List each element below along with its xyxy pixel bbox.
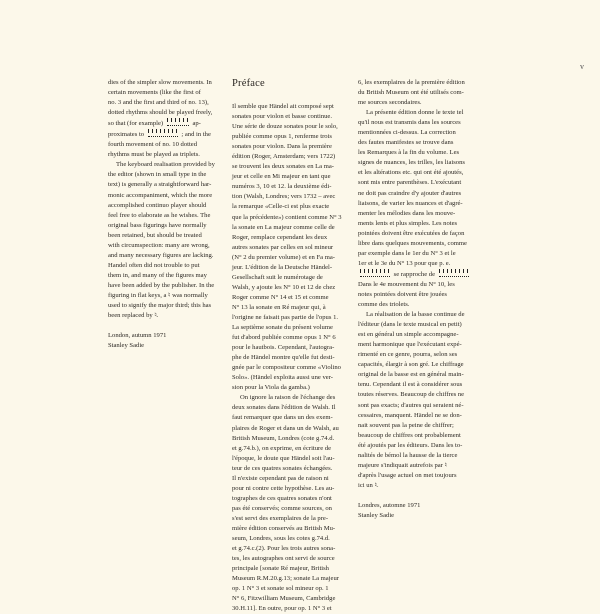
text-line: nalités de bémol la hausse de la tierce	[358, 451, 458, 459]
text-line: Gesellschaft suit le numérotage de	[232, 273, 323, 281]
paragraph-keyboard-realisation	[108, 160, 226, 321]
text-line: dies of the simpler slow movements. In	[108, 79, 212, 86]
text-line: les Remarques à la fin du volume. Les	[358, 149, 460, 157]
text-line: N° 6, Fitzwilliam Museum, Cambridge	[232, 595, 336, 603]
text-line: ici un ♮.	[358, 481, 379, 489]
text-line: toutes réserves. Beaucoup de chiffres ne	[358, 391, 465, 399]
text-line: l'éditeur (dans le texte musical en petit)	[358, 321, 462, 329]
text-line: La réalisation de la basse continue de	[366, 311, 465, 319]
text-line: publiée comme opus 1, renferme trois	[232, 133, 332, 141]
english-text-column	[108, 78, 226, 351]
text-line: British Museum, Londres (cote g.74.d.	[232, 434, 335, 442]
music-example-line: proximates to ; and in the	[108, 131, 211, 139]
music-example-line: se rapproche de	[358, 269, 476, 280]
text-line: La présente édition donne le texte tel	[366, 109, 464, 117]
text-line: Museum R.M.20.g.13; sonate La majeur	[232, 575, 339, 583]
text-line: l'origine ne faisait pas partie de l'opus 1.	[232, 313, 339, 321]
text-line: them in, and many of the figures may	[108, 271, 207, 279]
text-line: Il n'existe cependant pas de raison ni	[232, 474, 329, 482]
text-line: ment harmonique que l'exécutant expé-	[358, 341, 462, 349]
page-number: v	[580, 62, 584, 71]
text-line: notes pointées doivent être jouées	[358, 290, 447, 298]
text-line: feel free to elaborate as he wishes. The	[108, 211, 211, 219]
paragraph-sources	[358, 78, 476, 108]
text-line: se trouvent les deux sonates en La ma-	[232, 163, 334, 171]
text-line: faut remarquer que dans un des exem-	[232, 414, 333, 422]
text-line: the editor (shown in small type in the	[108, 171, 207, 179]
text-line: deux sonates dans l'édition de Walsh. Il	[232, 404, 336, 412]
text-line: accomplished continuo player should	[108, 201, 207, 209]
text-line: used to signify the major third; this has	[108, 302, 212, 310]
text-line: Une série de douze sonates pour le solo,	[232, 123, 338, 131]
text-line: certain movements (like the first of	[108, 89, 201, 97]
section-heading: Préface	[232, 78, 265, 89]
paragraph-sonates	[232, 102, 347, 393]
french-text-column-continued	[358, 78, 476, 521]
author-name: Stanley Sadie	[358, 511, 395, 519]
text-line: ne doit pas craindre d'y ajouter d'autres	[358, 189, 462, 197]
text-line: original de la basse est en général main-	[358, 371, 464, 379]
text-line: Handel often did not trouble to put	[108, 261, 200, 269]
text-line: et g.74.b.), on exprime, en écriture de	[232, 444, 332, 452]
text-line: fut d'abord publiée comme opus 1 N° 6	[232, 334, 336, 342]
text-line: édition (Roger, Amsterdam; vers 1722)	[232, 153, 336, 161]
author-name: Stanley Sadie	[108, 342, 145, 350]
text-line: (N° 2 du premier volume) et en Fa ma-	[232, 253, 335, 261]
triplet-rhythm-notation	[439, 269, 469, 277]
text-line: jeur et celle en Mi majeur en tant que	[232, 173, 331, 181]
text-line: original bass figurings have normally	[108, 221, 207, 229]
paragraph-dotted-rhythms	[108, 78, 226, 160]
text-line: pour le hautbois. Cependant, l'autogra-	[232, 344, 335, 352]
dotted-rhythm-notation	[167, 118, 189, 126]
text-line: seum, Londres, sous les cotes g.74.d.	[232, 535, 330, 543]
text-line: op. 1 N° 3 et sonate sol mineur op. 1	[232, 585, 329, 593]
text-line: autres sonates par celles en sol mineur	[232, 243, 334, 251]
text-line: and many necessary figures are lacking.	[108, 251, 214, 259]
text-line: plaires de Roger et dans un de Walsh, au	[232, 424, 339, 432]
text-line: teur de ces quatres sonates échangées.	[232, 464, 333, 472]
text-line: Dans le 4e mouvement du N° 10, les	[358, 280, 455, 288]
text-line: fourth movement of no. 10 dotted	[108, 141, 197, 149]
text-line: la sonate en La majeur comme celle de	[232, 223, 335, 231]
paragraph-edition	[358, 108, 476, 310]
text-line: et g.74.c.(2). Pour les trois autres sona-	[232, 545, 336, 553]
text-line: principale [sonate Ré majeur, British	[232, 565, 329, 573]
text-line: The keyboard realisation provided by	[116, 161, 215, 169]
text-line: cessaires, manquent. Händel ne se don-	[358, 411, 462, 419]
text-line: no. 3 and the first and third of no. 13),	[108, 99, 209, 107]
text-line: tion (Walsh, Londres; vers 1732 – avec	[232, 193, 336, 201]
paragraph-basse-continue	[358, 310, 476, 491]
text-line: 30.H.11]. En outre, pour op. 1 N° 3 et	[232, 605, 332, 613]
text-line: des fautes manifestes se trouve dans	[358, 139, 454, 147]
text-line: pointées doivent être exécutées de façon	[358, 229, 465, 237]
text-line: 1er et le 3e du N° 13 pour que p. e.	[358, 259, 451, 267]
music-example-line: so that (for example) ap-	[108, 120, 201, 128]
text-line: comme des triolets.	[358, 301, 410, 309]
text-line: with circumspection: many are wrong,	[108, 241, 210, 249]
place-date: Londres, automne 1971	[358, 501, 421, 509]
text-line: du British Museum ont été utilisés com-	[358, 89, 464, 97]
text-line: Roger comme N° 14 et 15 et comme	[232, 293, 329, 301]
text-line: La septième sonate du présent volume	[232, 324, 333, 332]
text-line: beaucoup de chiffres ont probablement	[358, 431, 461, 439]
text-line: monic accompaniment, which the more	[108, 191, 213, 199]
text-line: tes, les autographes ont servi de source	[232, 555, 335, 563]
text-line: sont mis entre parenthèses. L'exécutant	[358, 179, 462, 187]
text-line: et les altérations etc. qui ont été ajoutés,	[358, 169, 464, 177]
text-line: figuring in flat keys, a ♮ was normally	[108, 291, 208, 299]
text-line: nait souvent pas la peine de chiffrer;	[358, 421, 454, 429]
text-line: me sources secondaires.	[358, 99, 422, 107]
dotted-rhythm-notation	[360, 269, 390, 277]
text-line: ments lents et plus simples. Les notes	[358, 219, 458, 227]
text-line: la remarque «Celle-ci est plus exacte	[232, 203, 330, 211]
text-line: text) is generally a straightforward har-	[108, 181, 212, 189]
text-line: Solo». (Händel exploita aussi une ver-	[232, 374, 333, 382]
triplet-rhythm-notation	[148, 129, 178, 137]
text-line: On ignore la raison de l'échange des	[240, 394, 336, 402]
text-line: sion pour la Viola da gamba.)	[232, 384, 310, 392]
text-line: que la précédente») contient comme N° 3	[232, 213, 342, 221]
text-line: par exemple dans le 1er du N° 3 et le	[358, 249, 456, 257]
text-line: Walsh, y ajoute les N° 10 et 12 de chez	[232, 283, 336, 291]
text-line: est en général un simple accompagne-	[358, 331, 459, 339]
text-line: phe de Händel montre qu'elle fut desti-	[232, 354, 335, 362]
text-line: majeure s'indiquait autrefois par ♮	[358, 461, 447, 469]
text-line: dotted rhythms should be played freely,	[108, 109, 213, 117]
text-line: capacités, élargir à son gré. Le chiffrage	[358, 361, 464, 369]
text-line: menter les mélodies dans les mouve-	[358, 209, 456, 217]
text-line: N° 13 la sonate en Ré majeur qui, à	[232, 303, 326, 311]
text-line: mière édition conservés au British Mu-	[232, 524, 336, 532]
text-line: sont pas exacts; d'autres qui seraient né-	[358, 401, 464, 409]
text-line: été ajoutés par les éditeurs. Dans les to-	[358, 441, 463, 449]
paragraph-echange	[232, 393, 347, 614]
text-line: have been added by the publisher. In the	[108, 281, 215, 289]
text-line: s'est servi des exemplaires de la pre-	[232, 514, 329, 522]
text-line: tenu. Cependant il est à considérer sous	[358, 381, 463, 389]
text-line: l'époque, le doute que Händel soit l'au-	[232, 454, 335, 462]
text-line: tographes de ces quatres sonates n'ont	[232, 494, 332, 502]
text-line: sonates pour violon. Dans la première	[232, 143, 332, 151]
text-line: been replaced by ♮.	[108, 312, 159, 320]
text-line: liaisons, de varier les nuances et d'agré-	[358, 199, 463, 207]
text-line: qu'il nous est transmis dans les sources	[358, 119, 461, 127]
text-line: gnée par le compositeur comme «Violino	[232, 364, 341, 372]
text-line: Il semble que Händel ait composé sept	[232, 103, 334, 110]
text-line: rhythms must be played as triplets.	[108, 151, 200, 159]
text-line: pour ni contre cette hypothèse. Les au-	[232, 484, 335, 492]
text-line: numéros 3, 10 et 12. la deuxième édi-	[232, 183, 332, 191]
text-line: 6, les exemplaires de la première édition	[358, 79, 465, 86]
text-line: been retained, but should be treated	[108, 231, 202, 239]
text-line: pas été conservés; comme sources, on	[232, 504, 332, 512]
french-text-column	[232, 78, 347, 614]
text-line: rimenté en ce genre, pourra, selon ses	[358, 351, 458, 359]
text-line: d'après l'usage actuel on met toujours	[358, 471, 457, 479]
text-line: sonates pour violon et basse continue.	[232, 113, 332, 121]
text-line: jeur. L'édition de la Deutsche Händel-	[232, 263, 333, 271]
place-date: London, autumn 1971	[108, 332, 167, 340]
text-line: libre dans quelques mouvements, comme	[358, 239, 467, 247]
text-line: signes de nuances, les trilles, les liaisons	[358, 159, 465, 167]
text-line: Roger, remplace cependant les deux	[232, 233, 328, 241]
text-line: mentionnées ci-dessus. La correction	[358, 129, 456, 137]
